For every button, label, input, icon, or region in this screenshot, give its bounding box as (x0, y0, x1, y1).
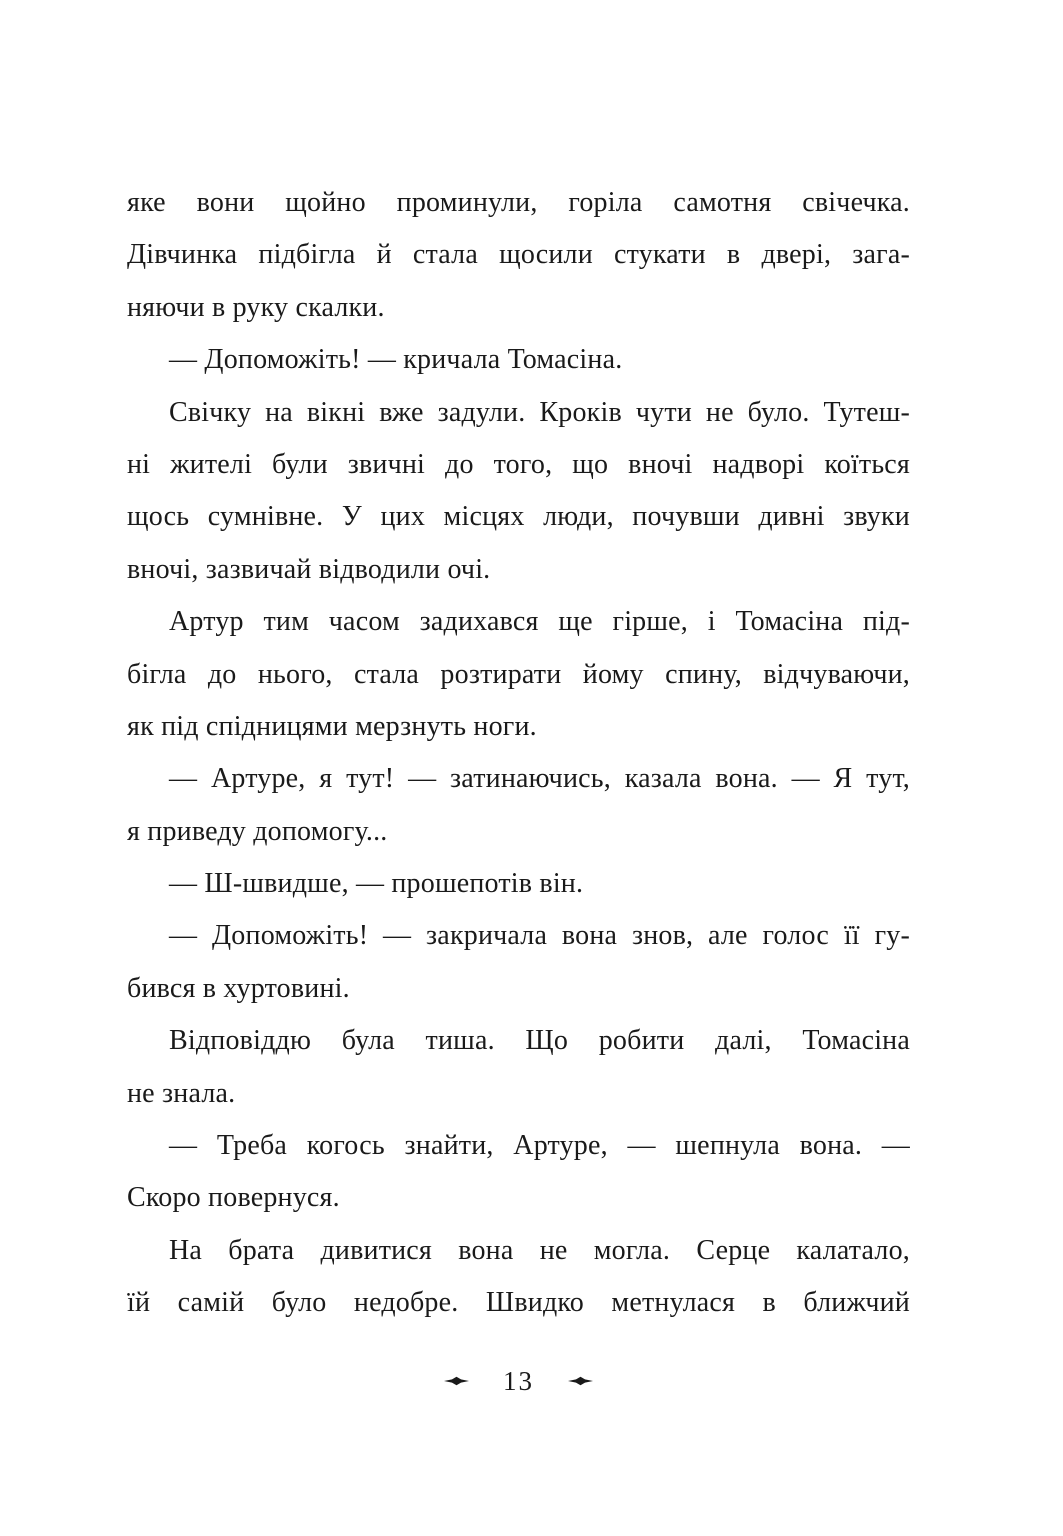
text-line: — Допоможіть! — кричала Томасіна. (169, 344, 623, 376)
page-footer (127, 1366, 910, 1396)
text-line: Свічку на вікні вже задули. Кроків чути не було. Тутеш- (169, 396, 910, 428)
text-line: я приведу допомогу... (127, 815, 388, 847)
text-line: — Треба когось знайти, Артуре, — шепнула вона. — (169, 1130, 910, 1162)
text-line: яке вони щойно проминули, горіла самотня свічечка. (127, 187, 910, 218)
text-line: Дівчинка підбігла й стала щосили стукати в двері, зага- (127, 239, 910, 271)
text-line: Відповіддю була тиша. Що робити далі, Томасіна (169, 1025, 910, 1057)
text-line: їй самій було недобре. Швидко метнулася в ближчий (127, 1287, 910, 1319)
text-line: ні жителі були звичні до того, що вночі надворі коїться (127, 448, 910, 480)
text-line: щось сумнівне. У цих місцях люди, почувши дивні звуки (127, 501, 910, 533)
spindle-arrow-ornament-left-icon (444, 1376, 469, 1386)
text-line: вночі, зазвичай відводили очі. (127, 553, 491, 585)
text-line: не знала. (127, 1077, 236, 1109)
text-block (127, 177, 910, 1330)
text-line: Скоро повернуся. (127, 1182, 340, 1214)
text-line: — Артуре, я тут! — затинаючись, казала вона. — Я тут, (169, 763, 910, 795)
text-line: няючи в руку скалки. (127, 291, 385, 323)
text-line: — Допоможіть! — закричала вона знов, але голос її гу- (169, 920, 910, 952)
text-line: як під спідницями мерзнуть ноги. (127, 710, 537, 742)
text-line: — Ш-швидше, — прошепотів він. (169, 868, 584, 900)
text-line: На брата дивитися вона не могла. Серце калатало, (169, 1234, 910, 1266)
spindle-arrow-ornament-right-icon (568, 1376, 593, 1386)
text-line: бився в хуртовині. (127, 972, 350, 1004)
text-line: бігла до нього, стала розтирати йому спину, відчуваючи, (127, 658, 910, 690)
text-line: Артур тим часом задихався ще гірше, і Томасіна під- (169, 606, 910, 638)
page-number: 13 (503, 1366, 534, 1396)
